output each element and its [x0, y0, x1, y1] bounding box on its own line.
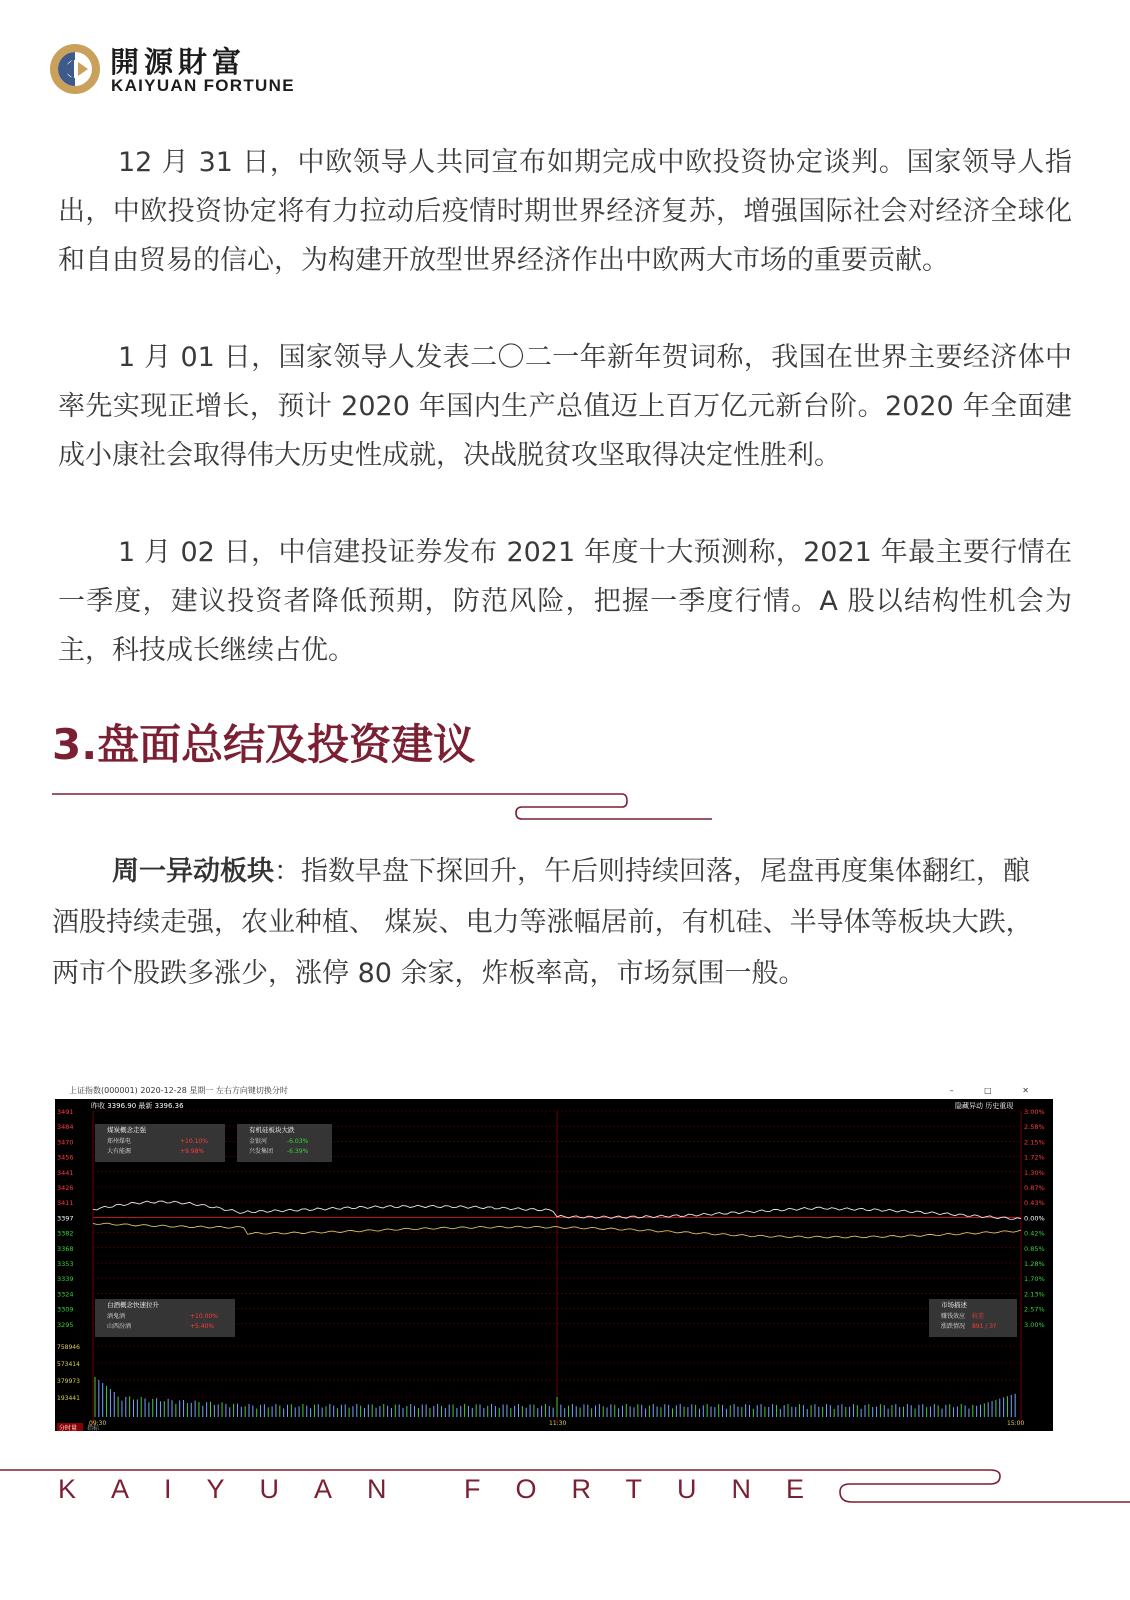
event-callout-change: -6.39% [287, 1148, 309, 1155]
right-axis-tick: 1.30% [1024, 1168, 1045, 1177]
left-axis-tick: 3353 [57, 1260, 74, 1268]
event-callout-stock: 郑州煤电 [107, 1138, 132, 1145]
event-callout-change: 较差 [972, 1313, 985, 1320]
logo-name-cn: 開源財富 [110, 45, 247, 79]
left-axis-tick: 3368 [57, 1244, 74, 1253]
left-axis-tick: 3295 [57, 1320, 74, 1329]
volume-axis-tick: 758946 [57, 1344, 80, 1351]
time-axis-label: 11:30 [549, 1420, 567, 1427]
bottom-tab: 指标 [87, 1425, 100, 1431]
event-callout-stock: 金银河 [249, 1138, 268, 1145]
chart-top-right-label: 隐藏异动 历史重现 [955, 1102, 1014, 1110]
right-axis-tick: 2.57% [1024, 1305, 1045, 1314]
bottom-tab: 分时量 [59, 1425, 78, 1431]
left-axis-tick: 3456 [57, 1153, 74, 1162]
event-callout-change: +10.00% [190, 1313, 218, 1320]
event-callout-change: +9.98% [180, 1148, 205, 1155]
event-callout-stock: 赚钱效应 [941, 1313, 966, 1320]
left-axis-tick: 3397 [57, 1214, 74, 1223]
left-axis-tick: 3339 [57, 1275, 74, 1284]
right-axis-tick: 3.00% [1024, 1108, 1045, 1116]
event-callout-change: +10.10% [180, 1138, 208, 1145]
time-axis-label: 09:30 [89, 1420, 107, 1427]
right-axis-tick: 2.58% [1024, 1123, 1045, 1132]
right-axis-tick: 2.15% [1024, 1138, 1045, 1147]
event-callout-stock: 酒鬼酒 [107, 1313, 126, 1320]
right-axis-tick: 1.28% [1024, 1260, 1045, 1268]
right-axis-tick: 3.00% [1024, 1320, 1045, 1329]
paragraph-eu-investment: 12 月 31 日，中欧领导人共同宣布如期完成中欧投资协定谈判。国家领导人指出，中欧投资协定将有力拉动后疫情时期世界经济复苏，增强国际社会对经济全球化和自由贸易的信心，为构建开放型世界经济作出中欧两大市场的重要贡献。 [58, 147, 1072, 276]
chart-info-line: 昨收 3396.90 最新 3396.36 [91, 1102, 184, 1110]
left-axis-tick: 3470 [57, 1138, 74, 1147]
chart-window-title: 上证指数(000001) 2020-12-28 星期一 左右方向键切换分时 [69, 1086, 288, 1095]
left-axis-tick: 3491 [57, 1108, 74, 1116]
lead-label: 周一异动板块 [112, 856, 274, 887]
intraday-chart [55, 1083, 1053, 1431]
event-callout-change: +5.40% [190, 1323, 215, 1330]
event-callout-change: 891 / 3? [972, 1323, 997, 1330]
logo-emblem-icon [48, 42, 102, 96]
chart-window-titlebar [55, 1083, 1053, 1099]
left-axis-tick: 3324 [57, 1290, 74, 1299]
right-axis-tick: 0.43% [1024, 1199, 1045, 1208]
event-callout-stock: 兴发集团 [249, 1148, 274, 1155]
logo-name-en: KAIYUAN FORTUNE [111, 76, 295, 95]
event-callout-stock: 涨跌情况 [941, 1323, 966, 1330]
chart-canvas [55, 1099, 1053, 1431]
section-divider [52, 786, 732, 826]
event-callout-title: 有机硅板块大跌 [249, 1126, 295, 1134]
right-axis-tick: 0.85% [1024, 1244, 1045, 1253]
left-axis-tick: 3484 [57, 1123, 74, 1132]
window-controls[interactable]: – □ ✕ [949, 1086, 1043, 1095]
event-callout-title: 白酒概念快速拉升 [107, 1301, 159, 1309]
volume-axis-tick: 573414 [57, 1361, 80, 1368]
right-axis-tick: 0.42% [1024, 1229, 1045, 1238]
company-logo [48, 38, 308, 102]
volume-axis-tick: 193441 [57, 1395, 80, 1402]
time-axis-label: 15:00 [1007, 1420, 1025, 1427]
paragraph-market-summary [52, 846, 1052, 999]
lead-text: ：指数早盘下探回升，午后则持续回落，尾盘再度集体翻红，酿酒股持续走强，农业种植、 煤炭、电力等涨幅居前，有机硅、半导体等板块大跌，两市个股跌多涨少，涨停 80 余家，炸板率高，市场氛围一般。 [52, 856, 1033, 989]
paragraph-new-year-speech: 1 月 01 日，国家领导人发表二〇二一年新年贺词称，我国在世界主要经济体中率先实现正增长，预计 2020 年国内生产总值迈上百万亿元新台阶。2020 年全面建成小康社会取得伟大历史性成就，决战脱贫攻坚取得决定性胜利。 [58, 342, 1072, 471]
left-axis-tick: 3426 [57, 1184, 74, 1192]
event-callout-stock: 山西汾酒 [107, 1323, 132, 1330]
left-axis-tick: 3309 [57, 1305, 74, 1314]
right-axis-tick: 0.00% [1024, 1214, 1045, 1223]
left-axis-tick: 3411 [57, 1199, 74, 1208]
event-callout-title: 市场描述 [941, 1301, 967, 1309]
volume-axis-tick: 379973 [57, 1378, 80, 1385]
event-callout-title: 煤炭概念走强 [107, 1126, 146, 1134]
paragraph-citic-forecast: 1 月 02 日，中信建投证券发布 2021 年度十大预测称，2021 年最主要行情在一季度，建议投资者降低预期，防范风险，把握一季度行情。A 股以结构性机会为主，科技成长继续占优。 [58, 537, 1072, 666]
right-axis-tick: 1.70% [1024, 1275, 1045, 1284]
right-axis-tick: 1.72% [1024, 1153, 1045, 1162]
left-axis-tick: 3441 [57, 1168, 74, 1177]
footer-brand: KAIYUAN FORTUNE [58, 1474, 840, 1504]
event-callout-change: -6.03% [287, 1138, 309, 1145]
right-axis-tick: 0.87% [1024, 1184, 1045, 1192]
section-title: 3.盘面总结及投资建议 [52, 720, 476, 769]
left-axis-tick: 3382 [57, 1229, 74, 1238]
right-axis-tick: 2.13% [1024, 1290, 1045, 1299]
event-callout-stock: 大有能源 [107, 1148, 132, 1155]
